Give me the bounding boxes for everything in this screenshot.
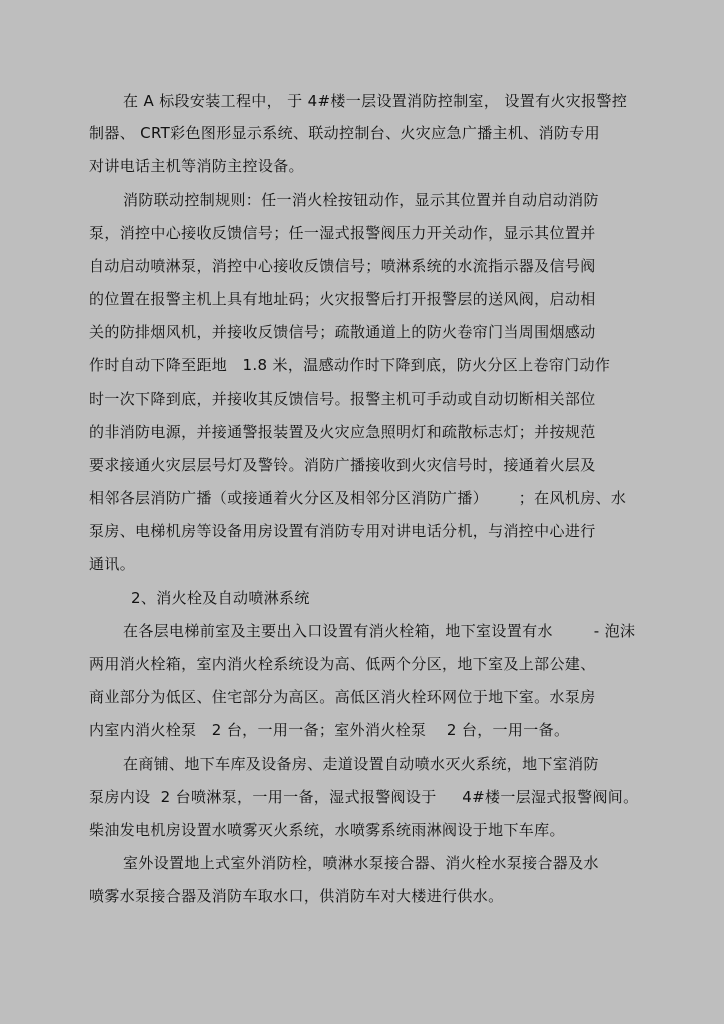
text-line: 对讲电话主机等消防主控设备。 xyxy=(89,157,304,175)
text-line: 喷雾水泵接合器及消防车取水口，供消防车对大楼进行供水。 xyxy=(89,887,504,905)
text-line: 在 A 标段安装工程中， 于 4#楼一层设置消防控制室， 设置有火灾报警控 xyxy=(123,92,628,110)
text-line: 泵，消控中心接收反馈信号；任一湿式报警阀压力开关动作，显示其位置并 xyxy=(89,224,596,242)
text-line: 柴油发电机房设置水喷雾灭火系统，水喷雾系统雨淋阀设于地下车库。 xyxy=(89,821,565,839)
text-line: 要求接通火灾层层号灯及警铃。消防广播接收到火灾信号时，接通着火层及 xyxy=(89,456,596,474)
text-line: 泵房、电梯机房等设备用房设置有消防专用对讲电话分机，与消控中心进行 xyxy=(89,522,596,540)
text-line: 自动启动喷淋泵，消控中心接收反馈信号；喷淋系统的水流指示器及信号阀 xyxy=(89,257,596,275)
text-line: 相邻各层消防广播（或接通着火分区及相邻分区消防广播） ；在风机房、水 xyxy=(89,489,627,507)
text-line: 时一次下降到底，并接收其反馈信号。报警主机可手动或自动切断相关部位 xyxy=(89,390,596,408)
text-line: 商业部分为低区、住宅部分为高区。高低区消火栓环网位于地下室。水泵房 xyxy=(89,688,596,706)
text-line: 消防联动控制规则：任一消火栓按钮动作，显示其位置并自动启动消防 xyxy=(123,191,599,209)
section-heading: 2、消火栓及自动喷淋系统 xyxy=(131,589,310,607)
text-line: 制器、 CRT彩色图形显示系统、联动控制台、火灾应急广播主机、消防专用 xyxy=(89,124,600,142)
text-line: 在商铺、地下车库及设备房、走道设置自动喷水灭火系统，地下室消防 xyxy=(123,755,599,773)
text-line: 作时自动下降至距地 1.8 米，温感动作时下降到底，防火分区上卷帘门动作 xyxy=(89,356,611,374)
text-line: 在各层电梯前室及主要出入口设置有消火栓箱，地下室设置有水 - 泡沫 xyxy=(123,622,636,640)
text-line: 通讯。 xyxy=(89,555,136,573)
text-line: 的非消防电源，并接通警报装置及火灾应急照明灯和疏散标志灯；并按规范 xyxy=(89,423,596,441)
text-line: 关的防排烟风机，并接收反馈信号；疏散通道上的防火卷帘门当周围烟感动 xyxy=(89,323,596,341)
text-line: 泵房内设 2 台喷淋泵，一用一备，湿式报警阀设于 4#楼一层湿式报警阀间。 xyxy=(89,788,639,806)
text-line: 两用消火栓箱，室内消火栓系统设为高、低两个分区，地下室及上部公建、 xyxy=(89,655,596,673)
text-line: 内室内消火栓泵 2 台，一用一备；室外消火栓泵 2 台，一用一备。 xyxy=(89,721,570,739)
text-line: 的位置在报警主机上具有地址码；火灾报警后打开报警层的送风阀，启动相 xyxy=(89,290,596,308)
text-line: 室外设置地上式室外消防栓，喷淋水泵接合器、消火栓水泵接合器及水 xyxy=(123,854,599,872)
